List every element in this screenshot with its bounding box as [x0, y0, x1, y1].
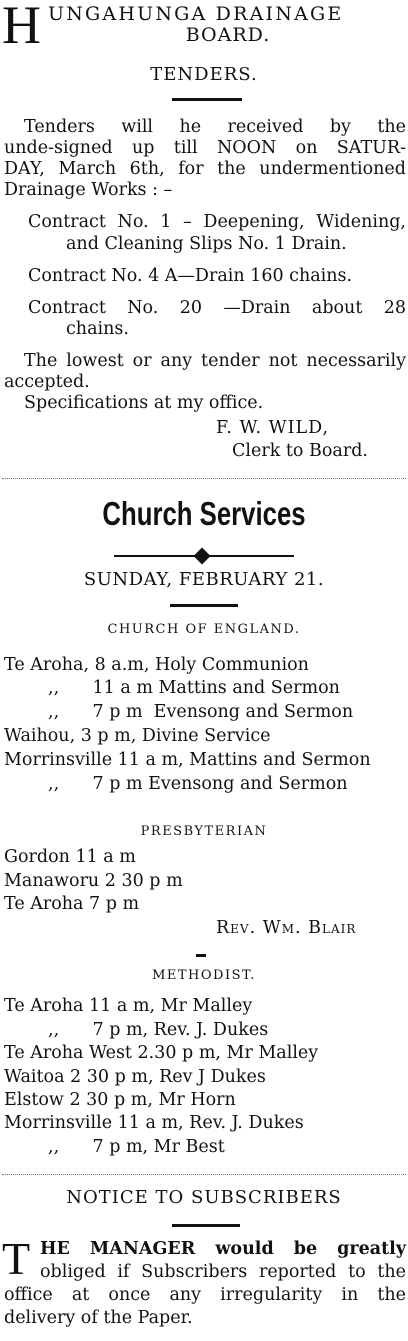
drainage-title-line1: UNGAHUNGA DRAINAGE	[48, 3, 344, 25]
subscribers-heading: NOTICE TO SUBSCRIBERS	[66, 1187, 342, 1208]
subscribers-line-1: HE MANAGER would be greatly	[40, 1239, 406, 1259]
presbyterian-line-2: Manaworu 2 30 p m	[4, 871, 183, 891]
subscribers-line-2: obliged if Subscribers reported to the	[40, 1262, 406, 1282]
coe-line-2-text: ,, 11 a m Mattins and Sermon	[48, 678, 340, 698]
presbyterian-heading: PRESBYTERIAN	[140, 824, 268, 839]
methodist-line-2	[48, 1020, 268, 1041]
section-divider-1	[2, 478, 406, 479]
presbyterian-minister: Rev. Wm. Blair	[216, 918, 357, 938]
contract-line-2: and Cleaning Slips No. 1 Drain.	[66, 234, 347, 254]
contract-line-5: chains.	[66, 319, 129, 339]
tenders-intro-line-1: Tenders will he received by the	[24, 117, 406, 137]
closing-line-2: accepted.	[4, 372, 90, 392]
signature-title: Clerk to Board.	[232, 441, 368, 461]
tenders-heading: TENDERS.	[150, 64, 258, 85]
drainage-title-line2: BOARD.	[185, 24, 271, 46]
section-divider-2	[2, 1174, 406, 1175]
drop-cap-h: H	[2, 0, 41, 55]
contract-line-3: Contract No. 4 A—Drain 160 chains.	[28, 266, 353, 286]
ornamental-rule	[114, 549, 294, 563]
services-date: SUNDAY, FEBRUARY 21.	[83, 569, 325, 590]
methodist-line-7	[48, 1137, 225, 1158]
coe-line-5: Morrinsville 11 a m, Mattins and Sermon	[4, 750, 371, 770]
subscribers-rule	[172, 1224, 240, 1227]
coe-line-6	[48, 774, 348, 795]
closing-line-1: The lowest or any tender not necessarily	[24, 351, 406, 371]
contract-line-1: Contract No. 1 – Deepening, Widening,	[28, 212, 406, 232]
coe-line-2	[48, 678, 340, 699]
small-mark	[196, 954, 206, 957]
tenders-intro-line-4: Drainage Works : –	[4, 180, 173, 200]
contract-line-4: Contract No. 20 —Drain about 28	[28, 298, 406, 318]
coe-line-3	[48, 702, 353, 723]
coe-line-4: Waihou, 3 p m, Divine Service	[4, 726, 271, 746]
methodist-line-1: Te Aroha 11 a m, Mr Malley	[4, 996, 253, 1016]
methodist-line-6: Morrinsville 11 a m, Rev. J. Dukes	[4, 1113, 304, 1133]
methodist-line-5: Elstow 2 30 p m, Mr Horn	[4, 1090, 236, 1110]
drop-cap-t: T	[2, 1233, 31, 1284]
signature-name: F. W. WILD,	[216, 418, 330, 438]
methodist-heading: METHODIST.	[152, 968, 256, 983]
coe-line-6-text: ,, 7 p m Evensong and Sermon	[48, 774, 348, 794]
tenders-rule	[172, 98, 242, 101]
church-services-heading: Church Services	[102, 495, 306, 532]
coe-line-3-text: ,, 7 p m Evensong and Sermon	[48, 702, 354, 722]
presbyterian-line-1: Gordon 11 a m	[4, 847, 136, 867]
date-rule	[170, 604, 238, 607]
church-of-england-heading: CHURCH OF ENGLAND.	[107, 622, 301, 637]
subscribers-line-3: office at once any irregularity in the	[4, 1285, 406, 1305]
methodist-line-2-text: ,, 7 p m, Rev. J. Dukes	[48, 1020, 269, 1040]
presbyterian-line-3: Te Aroha 7 p m	[4, 894, 140, 914]
methodist-line-7-text: ,, 7 p m, Mr Best	[48, 1137, 225, 1157]
subscribers-line-4: delivery of the Paper.	[4, 1308, 193, 1328]
tenders-intro-line-2: unde-signed up till NOON on SATUR-	[4, 138, 406, 158]
methodist-line-4: Waitoa 2 30 p m, Rev J Dukes	[4, 1067, 266, 1087]
coe-line-1: Te Aroha, 8 a.m, Holy Communion	[4, 655, 309, 675]
tenders-intro-line-3: DAY, March 6th, for the undermentioned	[4, 159, 406, 179]
methodist-line-3: Te Aroha West 2.30 p m, Mr Malley	[4, 1043, 319, 1063]
closing-line-3: Specifications at my office.	[24, 393, 264, 413]
drainage-title	[0, 0, 408, 55]
